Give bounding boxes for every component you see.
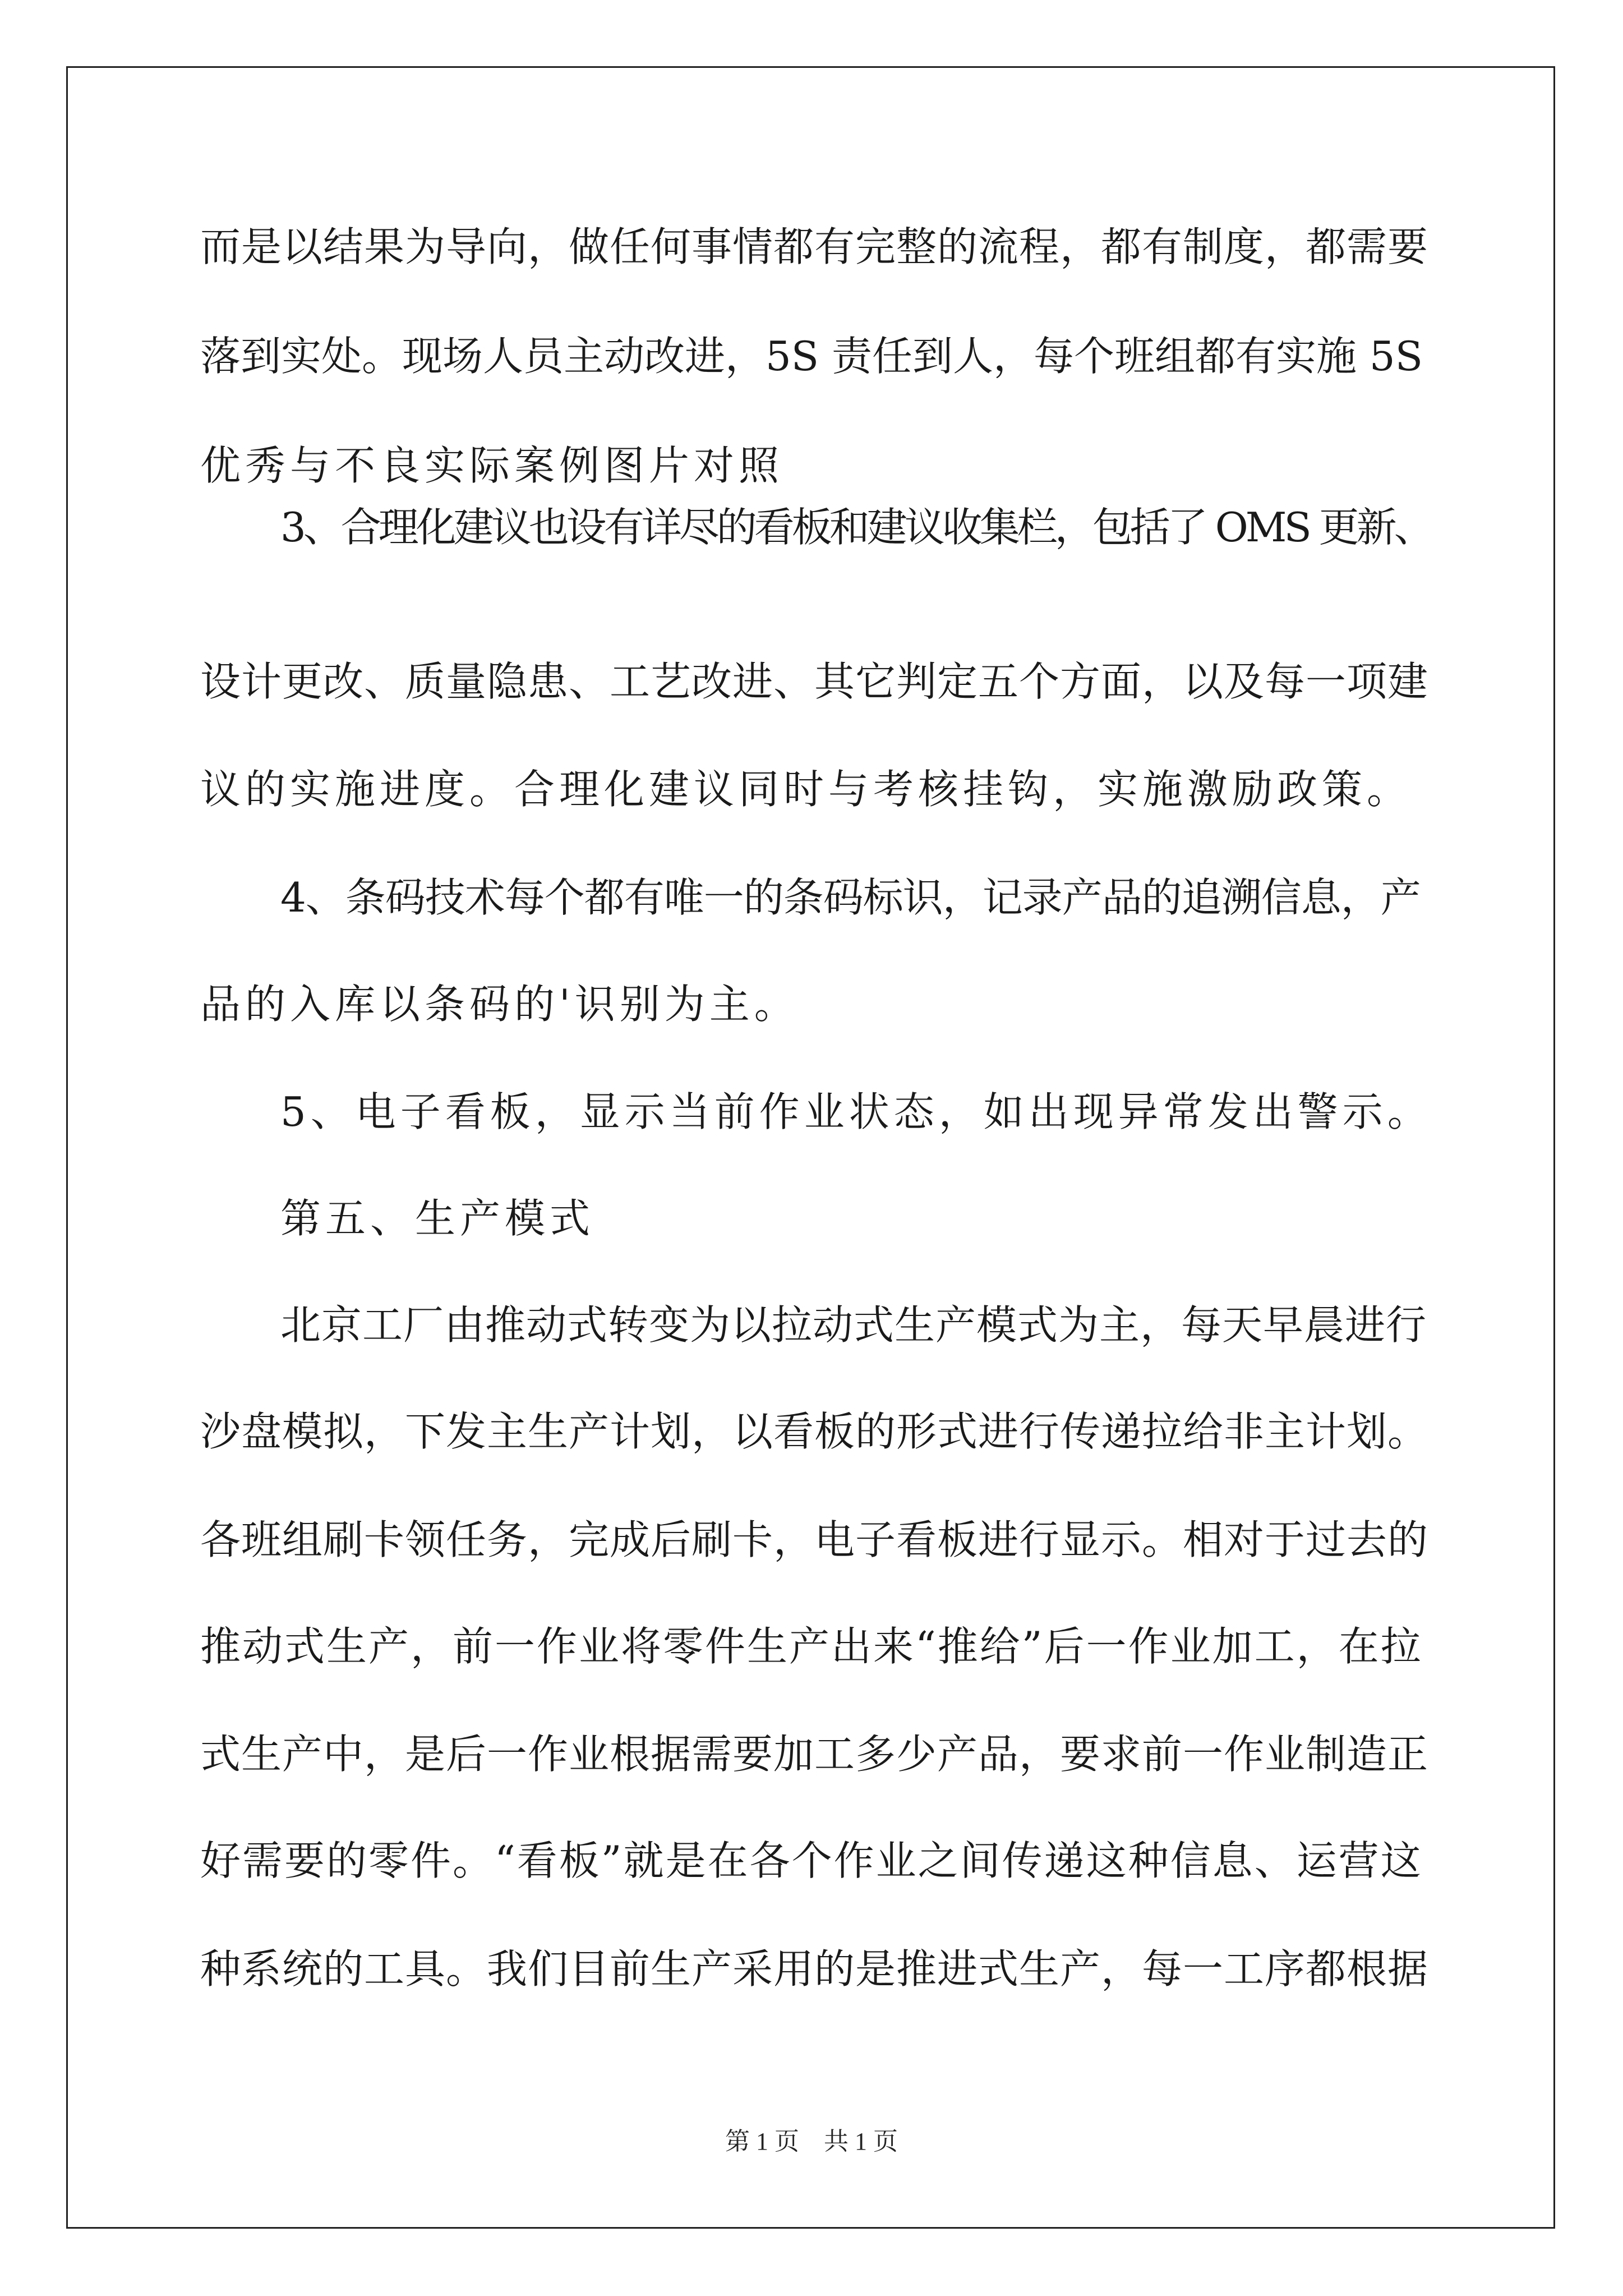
text-line: 沙盘模拟，下发主生产计划，以看板的形式进行传递拉给非主计划。 — [200, 1408, 1429, 1455]
text-line: 式生产中，是后一作业根据需要加工多少产品，要求前一作业制造正 — [200, 1731, 1429, 1778]
text-line: 推动式生产，前一作业将零件生产出来“推给”后一作业加工，在拉 — [200, 1623, 1423, 1670]
page-border — [66, 66, 1555, 2229]
text-line: 3、合理化建议也设有详尽的看板和建议收集栏，包括了 OMS 更新、 — [280, 504, 1432, 551]
text-line: 4、条码技术每个都有唯一的条码标识，记录产品的追溯信息，产 — [280, 874, 1421, 921]
page-footer: 第 1 页 共 1 页 — [725, 2128, 898, 2155]
text-line: 种系统的工具。我们目前生产采用的是推进式生产，每一工序都根据 — [200, 1945, 1429, 1993]
text-line: 各班组刷卡领任务，完成后刷卡，电子看板进行显示。相对于过去的 — [200, 1516, 1429, 1563]
text-line: 而是以结果为导向，做任何事情都有完整的流程，都有制度，都需要 — [200, 223, 1429, 270]
text-line: 品的入库以条码的'识别为主。 — [200, 981, 799, 1028]
text-line: 落到实处。现场人员主动改进，5S 责任到人，每个班组都有实施 5S — [200, 333, 1423, 380]
text-line: 好需要的零件。“看板”就是在各个作业之间传递这种信息、运营这 — [200, 1837, 1423, 1884]
text-line: 北京工厂由推动式转变为以拉动式生产模式为主，每天早晨进行 — [280, 1301, 1427, 1349]
text-line: 优秀与不良实际案例图片对照 — [200, 442, 784, 489]
text-line: 5、电子看板，显示当前作业状态，如出现异常发出警示。 — [280, 1088, 1432, 1135]
text-line: 议的实施进度。合理化建议同时与考核挂钩，实施激励政策。 — [200, 766, 1412, 813]
section-heading: 第五、生产模式 — [280, 1195, 595, 1242]
text-line: 设计更改、质量隐患、工艺改进、其它判定五个方面，以及每一项建 — [200, 658, 1429, 705]
